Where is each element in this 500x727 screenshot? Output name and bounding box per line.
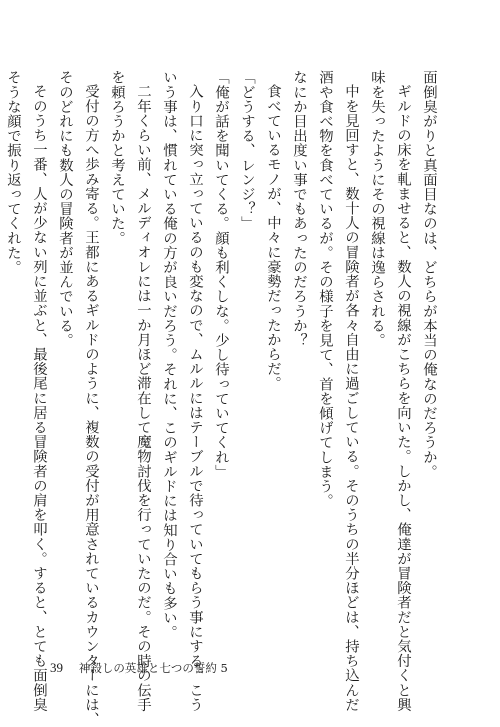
page-number: 39: [50, 660, 63, 675]
text-line: 「俺が話を聞いてくる。顔も利くしな。少し待っていてくれ」: [213, 70, 229, 479]
text-line: 食べているモノが、中々に豪勢だったからだ。: [265, 84, 281, 391]
text-line: 味を失ったようにその視線は逸らされる。: [369, 70, 385, 348]
page-footer: [50, 660, 228, 676]
text-line: 入り口に突っ立っているのも変なので、ムルルにはテーブルで待っていてもらう事にする。こう: [187, 84, 203, 713]
book-title: 神殺しの英雄と七つの誓約 5: [78, 661, 228, 675]
text-line: 受付の方へ歩み寄る。王都にあるギルドのように、複数の受付が用意されているカウンターには、: [83, 84, 99, 727]
text-line: いう事は、慣れている俺の方が良いだろう。それに、このギルドには知り合いも多い。: [161, 70, 177, 640]
text-line: 中を見回すと、数十人の冒険者が各々自由に過ごしている。そのうちの半分ほどは、持ち込んだ: [343, 84, 359, 713]
text-line: を頼ろうかと考えていた。: [109, 70, 125, 246]
text-line: そのうち一番、人が少ない列に並ぶと、最後尾に居る冒険者の肩を叩く。すると、とても面倒臭: [31, 84, 47, 713]
text-line: 二年くらい前、メルディオレには一か月ほど滞在して魔物討伐を行っていたのだ。その時の伝手: [135, 84, 151, 713]
text-line: 酒や食べ物を食べているが。その様子を見て、首を傾げてしまう。: [317, 70, 333, 508]
text-line: 「どうする、レンジ？」: [239, 70, 255, 231]
text-line: なにか目出度い事でもあったのだろうか？: [291, 70, 307, 348]
text-line: ギルドの床を軋ませると、数人の視線がこちらを向いた。しかし、俺達が冒険者だと気付くと興: [395, 84, 411, 713]
text-line: 面倒臭がりと真面目なのは、どちらが本当の俺なのだろうか。: [421, 70, 437, 479]
text-line: そのどれにも数人の冒険者が並んでいる。: [57, 70, 73, 348]
text-line: そうな顔で振り返ってくれた。: [5, 70, 21, 275]
